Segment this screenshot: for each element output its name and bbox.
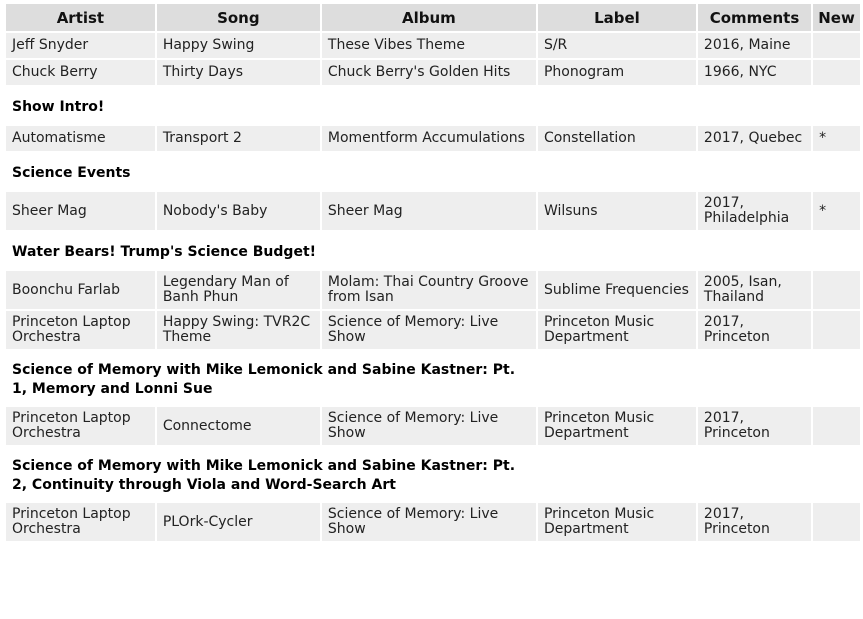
cell-comments: 2016, Maine (698, 33, 811, 58)
header-new: New (813, 4, 860, 31)
cell-artist: Chuck Berry (6, 60, 155, 85)
cell-label: Wilsuns (538, 192, 696, 230)
header-comments: Comments (698, 4, 811, 31)
cell-album: Science of Memory: Live Show (322, 503, 536, 541)
cell-album: Molam: Thai Country Groove from Isan (322, 271, 536, 309)
cell-label: Constellation (538, 126, 696, 151)
cell-album: Science of Memory: Live Show (322, 311, 536, 349)
header-album: Album (322, 4, 536, 31)
cell-comments: 2005, Isan, Thailand (698, 271, 811, 309)
cell-new: * (813, 192, 860, 230)
cell-album: Momentform Accumulations (322, 126, 536, 151)
cell-song: Thirty Days (157, 60, 320, 85)
table-row (6, 126, 860, 151)
cell-comments: 2017, Princeton (698, 503, 811, 541)
table-row (6, 407, 860, 445)
cell-new (813, 60, 860, 85)
cell-label: Princeton Music Department (538, 311, 696, 349)
cell-artist: Princeton Laptop Orchestra (6, 503, 155, 541)
table-row (6, 60, 860, 85)
cell-song: Connectome (157, 407, 320, 445)
section-heading (6, 153, 860, 190)
table-row (6, 192, 860, 230)
header-row (6, 4, 860, 31)
header-song: Song (157, 4, 320, 31)
cell-song: PLOrk-Cycler (157, 503, 320, 541)
section-title: Science of Memory with Mike Lemonick and Sabine Kastner: Pt. 2, Continuity through Viola and Word-Search Art (12, 458, 516, 493)
cell-label: Sublime Frequencies (538, 271, 696, 309)
header-artist: Artist (6, 4, 155, 31)
section-heading (6, 87, 860, 124)
cell-song: Legendary Man of Banh Phun (157, 271, 320, 309)
section-title: Science Events (12, 165, 131, 181)
cell-album: These Vibes Theme (322, 33, 536, 58)
cell-new (813, 33, 860, 58)
cell-new (813, 311, 860, 349)
table-row (6, 33, 860, 58)
cell-new: * (813, 126, 860, 151)
section-title: Show Intro! (12, 99, 105, 115)
header-label: Label (538, 4, 696, 31)
cell-artist: Princeton Laptop Orchestra (6, 407, 155, 445)
section-heading (6, 351, 860, 405)
table-row (6, 271, 860, 309)
cell-artist: Sheer Mag (6, 192, 155, 230)
cell-artist: Automatisme (6, 126, 155, 151)
cell-new (813, 407, 860, 445)
cell-album: Chuck Berry's Golden Hits (322, 60, 536, 85)
section-title: Science of Memory with Mike Lemonick and Sabine Kastner: Pt. 1, Memory and Lonni Sue (12, 362, 516, 397)
cell-new (813, 271, 860, 309)
table-row (6, 503, 860, 541)
cell-artist: Boonchu Farlab (6, 271, 155, 309)
cell-new (813, 503, 860, 541)
section-heading (6, 447, 860, 501)
cell-label: Princeton Music Department (538, 503, 696, 541)
cell-comments: 1966, NYC (698, 60, 811, 85)
cell-artist: Princeton Laptop Orchestra (6, 311, 155, 349)
cell-label: Phonogram (538, 60, 696, 85)
cell-artist: Jeff Snyder (6, 33, 155, 58)
cell-comments: 2017, Princeton (698, 407, 811, 445)
cell-comments: 2017, Princeton (698, 311, 811, 349)
section-heading (6, 232, 860, 269)
table-row (6, 311, 860, 349)
section-title: Water Bears! Trump's Science Budget! (12, 244, 317, 260)
cell-label: S/R (538, 33, 696, 58)
cell-comments: 2017, Quebec (698, 126, 811, 151)
playlist-table (4, 2, 862, 543)
cell-song: Transport 2 (157, 126, 320, 151)
cell-song: Happy Swing: TVR2C Theme (157, 311, 320, 349)
cell-song: Nobody's Baby (157, 192, 320, 230)
cell-album: Sheer Mag (322, 192, 536, 230)
cell-album: Science of Memory: Live Show (322, 407, 536, 445)
cell-comments: 2017, Philadelphia (698, 192, 811, 230)
cell-song: Happy Swing (157, 33, 320, 58)
cell-label: Princeton Music Department (538, 407, 696, 445)
